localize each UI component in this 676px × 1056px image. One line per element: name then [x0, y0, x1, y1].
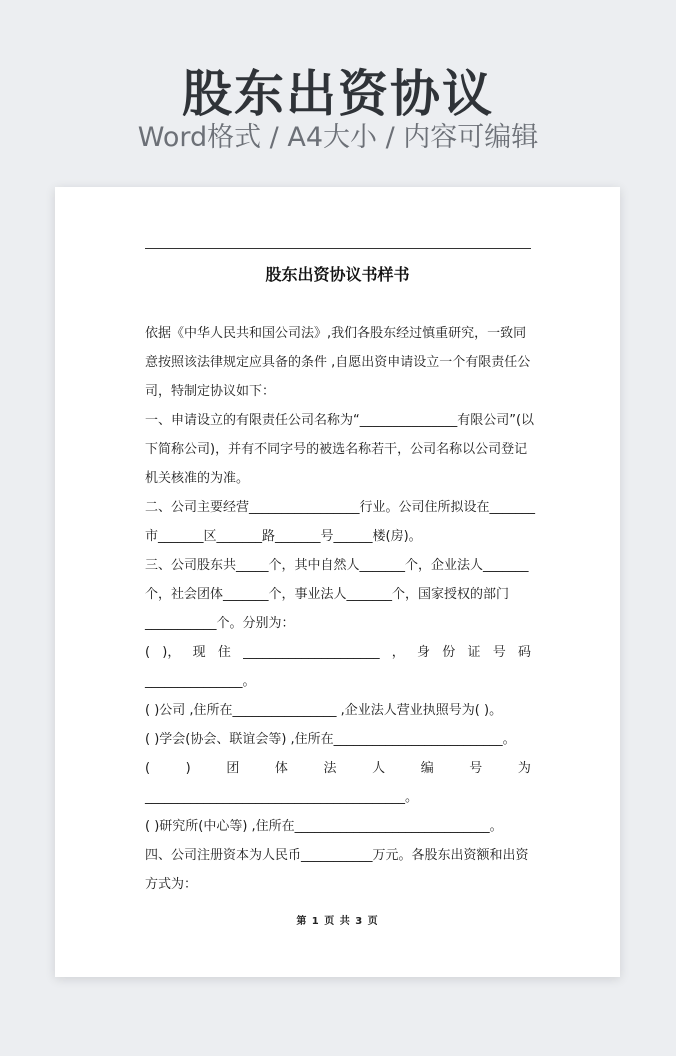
row-token: (	[145, 761, 151, 776]
row-token: 证	[467, 645, 481, 660]
row-token: 号	[492, 645, 506, 660]
row-token: 码	[517, 645, 531, 660]
row-token: )	[185, 761, 191, 776]
clause-2-line: 二、公司主要经营_________________行业。公司住所拟设在_______	[145, 500, 536, 515]
row-token: 为	[517, 761, 531, 776]
clause-1-line: 一、申请设立的有限责任公司名称为“_______________有限公司”(以	[145, 413, 535, 428]
row-token: 团	[226, 761, 240, 776]
row-token: 现	[192, 645, 206, 660]
institute-entry-line: ( )研究所(中心等) ,住所在______________________________。	[145, 819, 503, 834]
clause-3-line: ___________个。分别为：	[145, 616, 295, 631]
row-token: )，	[162, 645, 181, 660]
body-line: 依据《中华人民共和国公司法》,我们各股东经过慎重研究，一致同	[145, 326, 527, 341]
row-token: 身	[417, 645, 431, 660]
row-token: (	[145, 645, 151, 660]
row-token: ，	[391, 645, 405, 660]
row-token: 编	[420, 761, 434, 776]
group-entry-tail: ________________________________________。	[145, 790, 418, 805]
body-line: 意按照该法律规定应具备的条件 ,自愿出资申请设立一个有限责任公	[145, 355, 531, 370]
row-token: 住	[217, 645, 231, 660]
body-line: 司，特制定协议如下：	[145, 384, 276, 399]
banner-subtitle: Word格式 / A4大小 / 内容可编辑	[137, 122, 539, 153]
clause-3-line: 三、公司股东共_____个，其中自然人_______个，企业法人_______	[145, 558, 529, 573]
clause-4-line: 四、公司注册资本为人民币___________万元。各股东出资额和出资	[145, 848, 529, 863]
clause-3-line: 个，社会团体_______个，事业法人_______个，国家授权的部门	[145, 587, 510, 602]
clause-2-line: 市_______区_______路_______号______楼(房)。	[145, 529, 422, 544]
company-entry-line: ( )公司 ,住所在________________ ,企业法人营业执照号为( )。	[145, 703, 503, 718]
document-title: 股东出资协议书样书	[265, 265, 410, 284]
row-token: _____________________	[243, 645, 380, 660]
document-body	[145, 319, 536, 899]
society-entry-line: ( )学会(协会、联谊会等) ,住所在__________________________。	[145, 732, 516, 747]
person-entry-row	[145, 638, 531, 667]
clause-1-line: 机关核准的为准。	[145, 471, 250, 486]
row-token: 法	[323, 761, 337, 776]
group-entry-row	[145, 754, 531, 783]
row-token: 份	[442, 645, 456, 660]
clause-1-line: 下简称公司)，并有不同字号的被选名称若干，公司名称以公司登记	[145, 442, 528, 457]
page-number: 第 1 页 共 3 页	[296, 916, 379, 927]
document-page	[55, 187, 620, 977]
person-entry-tail: _______________。	[145, 674, 256, 689]
banner-title: 股东出资协议	[182, 65, 494, 123]
row-token: 号	[469, 761, 483, 776]
row-token: 人	[372, 761, 386, 776]
clause-4-line: 方式为：	[145, 877, 198, 892]
row-token: 体	[274, 761, 288, 776]
header-rule	[145, 248, 531, 249]
